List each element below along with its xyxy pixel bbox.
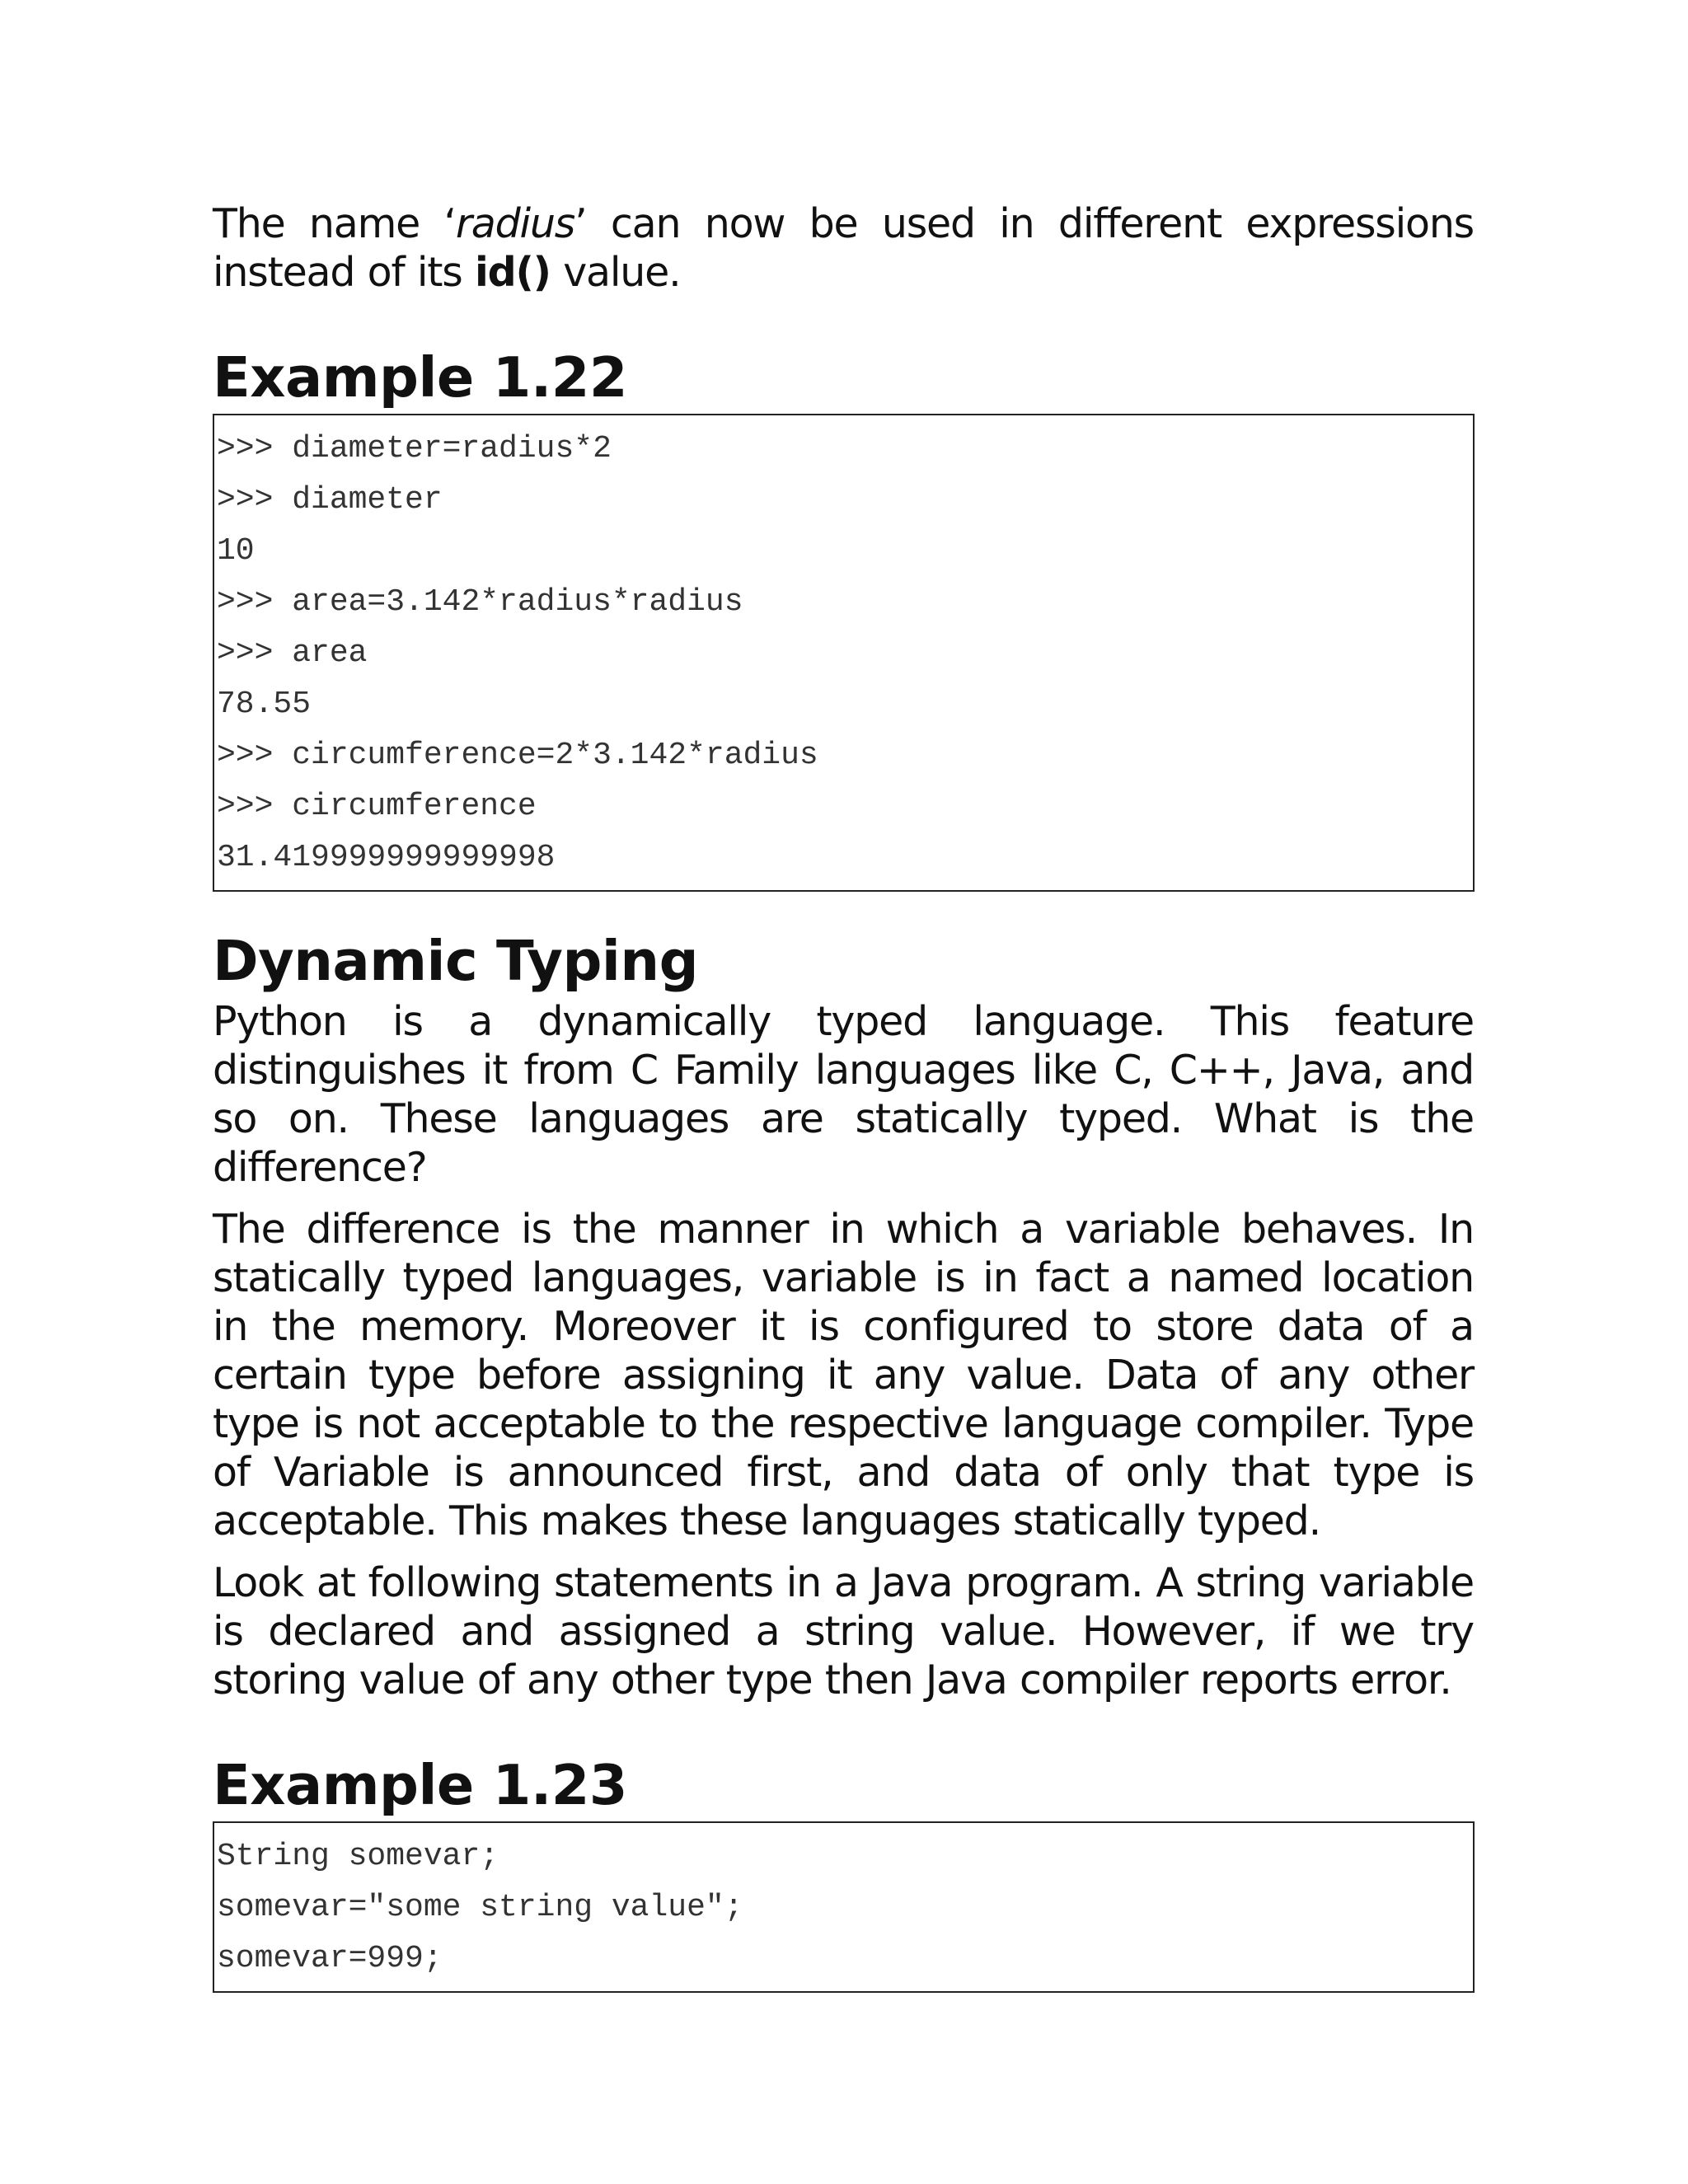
section-title-dynamic-typing: Dynamic Typing — [213, 929, 699, 993]
code-line: somevar=999; — [217, 1941, 443, 1976]
code-line: String somevar; — [217, 1839, 499, 1874]
code-line: 78.55 — [217, 687, 312, 722]
intro-text-2: ’ can now be used in different expressions instead of its — [213, 200, 1475, 296]
intro-paragraph — [213, 199, 1474, 297]
intro-text-1: The name ‘ — [213, 200, 456, 247]
section-paragraph-3: Look at following statements in a Java program. A string variable is declared and assigned a string value. However, if we try storing value of any other type then Java compiler reports error. — [213, 1559, 1474, 1704]
code-line: 10 — [217, 533, 255, 569]
section-paragraph-1: Python is a dynamically typed language. This feature distinguishes it from C Family languages like C, C++, Java, and so on. These languages are statically typed. What is the difference? — [213, 998, 1474, 1191]
example-1-22-code-box — [213, 414, 1475, 892]
page-content — [213, 199, 1474, 1993]
code-line: >>> area=3.142*radius*radius — [217, 584, 743, 620]
intro-italic-radius: radius — [455, 200, 575, 247]
code-line: >>> diameter=radius*2 — [217, 431, 612, 466]
code-line: 31.419999999999998 — [217, 840, 556, 875]
code-line: >>> diameter — [217, 482, 443, 518]
example-1-23-title: Example 1.23 — [213, 1753, 628, 1817]
example-1-22-title: Example 1.22 — [213, 345, 628, 410]
example-1-23-code-box — [213, 1821, 1475, 1993]
code-line: somevar="some string value"; — [217, 1890, 743, 1925]
intro-bold-id: id() — [475, 249, 551, 296]
code-line: >>> circumference — [217, 789, 537, 824]
intro-text-3: value. — [550, 249, 681, 296]
code-line: >>> area — [217, 635, 368, 671]
section-paragraph-2: The difference is the manner in which a variable behaves. In statically typed languages, variable is in fact a named location in the memory. Moreover it is configured to store data of a certain type before assigning it any value. Data of any other type is not acceptable to the respective language compiler. Type of Variable is announced first, and data of only that type is acceptable. This makes these languages statically typed. — [213, 1206, 1474, 1544]
code-line: >>> circumference=2*3.142*radius — [217, 738, 818, 773]
